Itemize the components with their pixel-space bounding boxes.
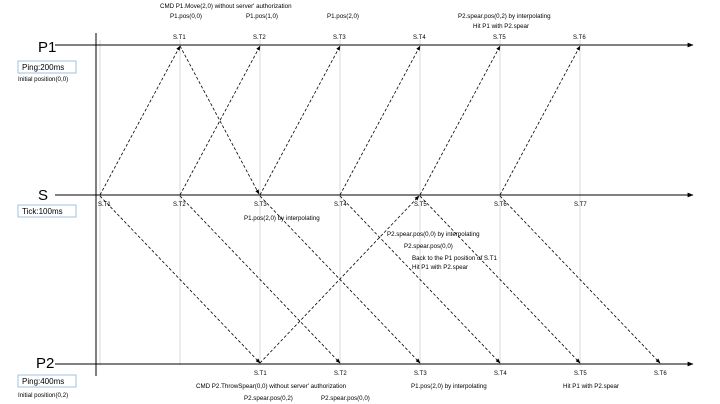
p2-initial-position: Initial position(0,2) <box>18 392 69 399</box>
s-label: S <box>38 187 49 204</box>
p2-tick-labels <box>254 371 667 377</box>
arrow-s4-p1 <box>340 46 420 195</box>
s-tick-labels <box>98 202 587 208</box>
p1-initial-position: Initial position(0,0) <box>18 76 69 83</box>
p2-tick-label: S.T2 <box>334 371 347 377</box>
s-tick-box <box>18 205 76 217</box>
arrow-s6-p1 <box>500 46 580 195</box>
arrow-p1-cmd-to-s <box>180 46 259 194</box>
s-tick-label: S.T5 <box>414 202 427 208</box>
p2-spear-0-0: P2.spear.pos(0,0) <box>321 395 370 402</box>
p1-tick-labels <box>173 35 586 41</box>
p1-pos-0-0: P1.pos(0,0) <box>170 13 202 20</box>
p2-hit: Hit P1 with P2.spear <box>563 383 620 390</box>
s-spear-pos: P2.spear.pos(0,0) <box>404 243 453 250</box>
p2-ping-text: Ping:400ms <box>22 377 65 386</box>
p2-p1-interp: P1.pos(2,0) by interpolating <box>411 383 487 390</box>
p2-tick-label: S.T1 <box>254 371 267 377</box>
p1-label: P1 <box>38 39 57 56</box>
p1-tick-label: S.T4 <box>413 35 426 41</box>
s-tick-label: S.T7 <box>574 202 587 208</box>
s-back-to-t1: Back to the P1 position of S.T1 <box>412 255 497 262</box>
s-hit: Hit P1 with P2.spear <box>412 264 469 271</box>
s-tick-text: Tick:100ms <box>22 207 63 216</box>
p2-label: P2 <box>36 355 55 372</box>
s-tick-label: S.T4 <box>334 202 347 208</box>
p1-cmd-move: CMD P1.Move(2,0) without server' authorization <box>160 3 292 10</box>
p1-ping-text: Ping:200ms <box>22 63 65 72</box>
s-tick-label: S.T6 <box>494 202 507 208</box>
p1-tick-label: S.T2 <box>253 35 266 41</box>
p2-tick-label: S.T4 <box>494 371 507 377</box>
p2-tick-label: S.T3 <box>414 371 427 377</box>
p1-hit: Hit P1 with P2.spear <box>473 23 530 30</box>
s-spear-interp: P2.spear.pos(0,0) by interpolating <box>387 231 480 238</box>
arrow-s5-p1 <box>420 46 500 195</box>
s-tick-label: S.T2 <box>173 202 186 208</box>
p2-spear-0-2: P2.spear.pos(0,2) <box>244 395 293 402</box>
arrow-s3-p1 <box>260 46 340 195</box>
p1-pos-2-0: P1.pos(2,0) <box>327 13 359 20</box>
p1-tick-label: S.T5 <box>493 35 506 41</box>
p2-ping-box <box>18 375 76 387</box>
s-tick-label: S.T1 <box>98 202 111 208</box>
p2-tick-label: S.T6 <box>654 371 667 377</box>
p2-cmd-throw: CMD P2.ThrowSpear(0,0) without server' authorization <box>196 383 347 390</box>
p1-tick-label: S.T6 <box>573 35 586 41</box>
arrow-s1-p1 <box>100 46 180 195</box>
p1-ping-box <box>18 61 76 73</box>
s-tick-label: S.T3 <box>254 202 267 208</box>
p1-spear-interp: P2.spear.pos(0,2) by interpolating <box>458 13 551 20</box>
s-to-p2-arrows <box>100 196 660 363</box>
p1-tick-label: S.T1 <box>173 35 186 41</box>
p1-pos-1-0: P1.pos(1,0) <box>246 13 278 20</box>
s-p1-interp: P1.pos(2,0) by interpolating <box>244 215 320 222</box>
p2-tick-label: S.T5 <box>574 371 587 377</box>
p1-tick-label: S.T3 <box>333 35 346 41</box>
